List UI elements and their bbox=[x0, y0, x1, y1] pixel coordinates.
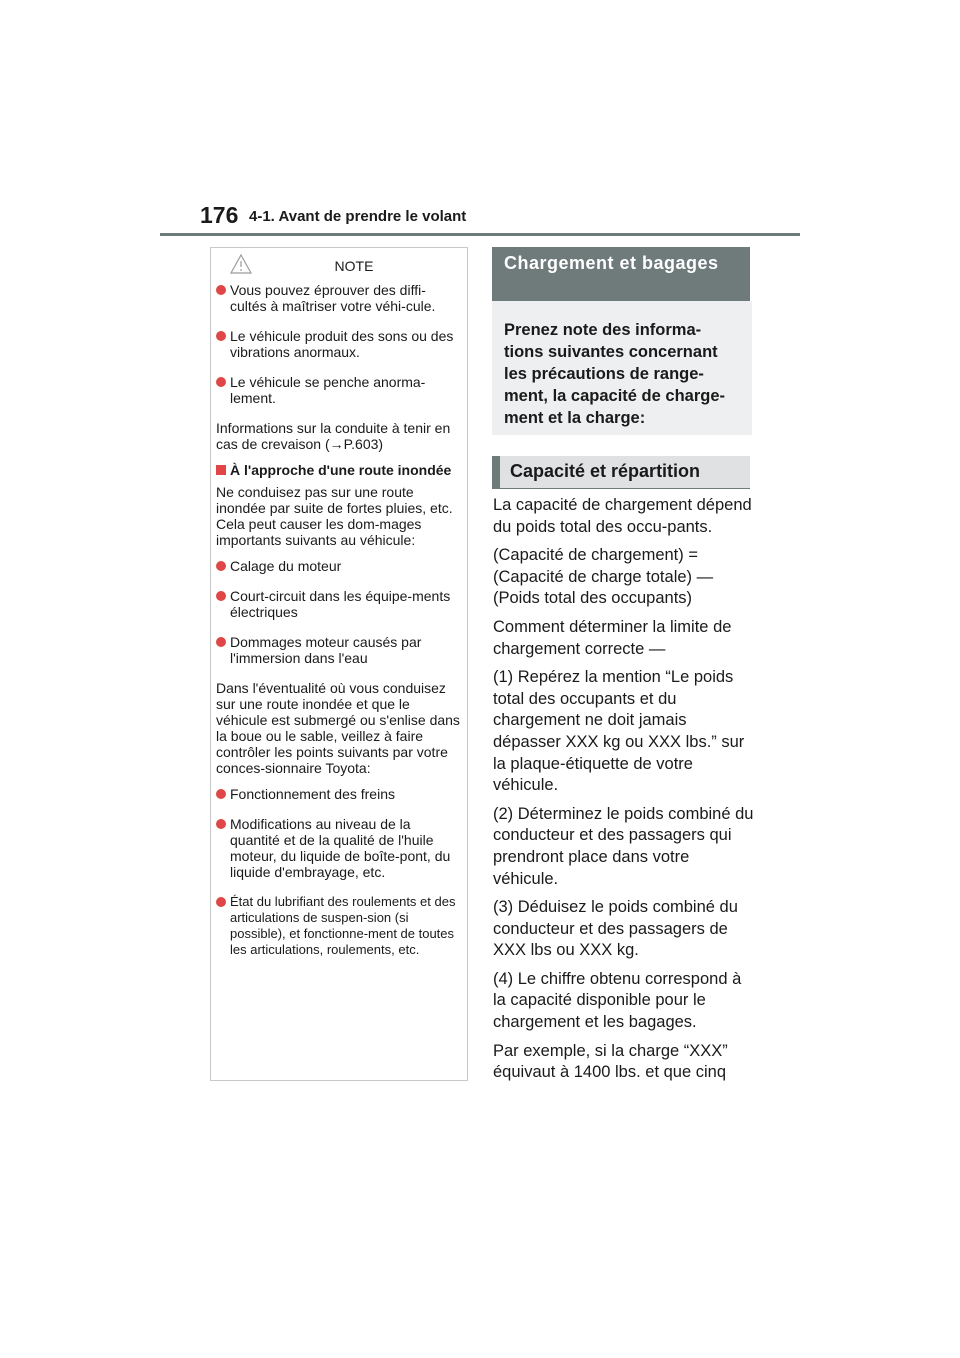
bullet-dot-icon bbox=[216, 377, 226, 387]
body-paragraph: (2) Déterminez le poids combiné du conducteur et des passagers qui prendront place dans votre véhicule. bbox=[493, 804, 754, 888]
section-title: 4-1. Avant de prendre le volant bbox=[249, 208, 467, 225]
bullet-dot-icon bbox=[216, 637, 226, 647]
bullet-dot-icon bbox=[216, 897, 226, 907]
body-paragraph: (4) Le chiffre obtenu correspond à la capacité disponible pour le chargement et les bagages. bbox=[493, 969, 742, 1032]
bullet-dot-icon bbox=[216, 331, 226, 341]
bullet-dot-icon bbox=[216, 561, 226, 571]
list-item: Fonctionnement des freins bbox=[216, 786, 462, 802]
body-paragraph: (Capacité de chargement) = (Capacité de charge totale) — (Poids total des occupants) bbox=[493, 546, 714, 608]
list-item: Le véhicule produit des sons ou des vibrations anormaux. bbox=[216, 328, 462, 360]
list-item: État du lubrifiant des roulements et des articulations de suspen-sion (si possible), et fonctionne-ment de toutes les articulations, roulements, etc. bbox=[216, 894, 462, 958]
body-paragraph: La capacité de chargement dépend du poids total des occu-pants. bbox=[493, 496, 752, 536]
info-paragraph: Informations sur la conduite à tenir en cas de crevaison (→P.603) bbox=[216, 420, 451, 452]
header-rule bbox=[160, 233, 800, 236]
subsection-band: Capacité et répartition bbox=[492, 456, 750, 489]
warning-paragraph: Ne conduisez pas sur une route inondée par suite de fortes pluies, etc. Cela peut causer les dom-mages importants suivants au véhicule: bbox=[216, 484, 453, 548]
list-item: Calage du moteur bbox=[216, 558, 462, 574]
body-paragraph: Comment déterminer la limite de chargement correcte — bbox=[493, 617, 732, 658]
note-header bbox=[216, 256, 462, 282]
note-title: NOTE bbox=[334, 258, 374, 274]
check-paragraph: Dans l'éventualité où vous conduisez sur une route inondée et que le véhicule est submergé ou s'enlise dans la boue ou le sable, veillez à faire contrôler les points suivants par votre conces-sionnaire Toyota: bbox=[216, 680, 460, 776]
bullet-dot-icon bbox=[216, 591, 226, 601]
bullet-dot-icon bbox=[216, 819, 226, 829]
intro-box: Prenez note des informa-tions suivantes concernant les précautions de range-ment, la capacité de charge-ment et la charge: bbox=[492, 301, 752, 435]
body-paragraph: (3) Déduisez le poids combiné du conducteur et des passagers de XXX lbs ou XXX kg. bbox=[493, 898, 738, 960]
body-paragraph: (1) Repérez la mention “Le poids total des occupants et du chargement ne doit jamais dépasser XXX kg ou XXX lbs.” sur la plaque-étiquette de votre véhicule. bbox=[493, 668, 745, 795]
square-bullet-icon bbox=[216, 465, 226, 475]
list-item: Vous pouvez éprouver des diffi-cultés à maîtriser votre véhi-cule. bbox=[216, 282, 462, 314]
list-item: Modifications au niveau de la quantité et de la qualité de l'huile moteur, du liquide de boîte-pont, du liquide d'embrayage, etc. bbox=[216, 816, 462, 880]
chapter-band: Chargement et bagages bbox=[492, 247, 750, 301]
bullet-dot-icon bbox=[216, 285, 226, 295]
body-text bbox=[493, 495, 755, 1091]
note-box bbox=[210, 247, 468, 1081]
page-number: 176 bbox=[200, 202, 239, 228]
list-item: Le véhicule se penche anorma-lement. bbox=[216, 374, 462, 406]
flood-subheading: À l'approche d'une route inondée bbox=[216, 462, 462, 478]
warning-triangle-icon bbox=[230, 254, 252, 274]
list-item: Dommages moteur causés par l'immersion dans l'eau bbox=[216, 634, 462, 666]
body-paragraph: Par exemple, si la charge “XXX” équivaut à 1400 lbs. et que cinq bbox=[493, 1041, 728, 1082]
bullet-dot-icon bbox=[216, 789, 226, 799]
list-item: Court-circuit dans les équipe-ments électriques bbox=[216, 588, 462, 620]
